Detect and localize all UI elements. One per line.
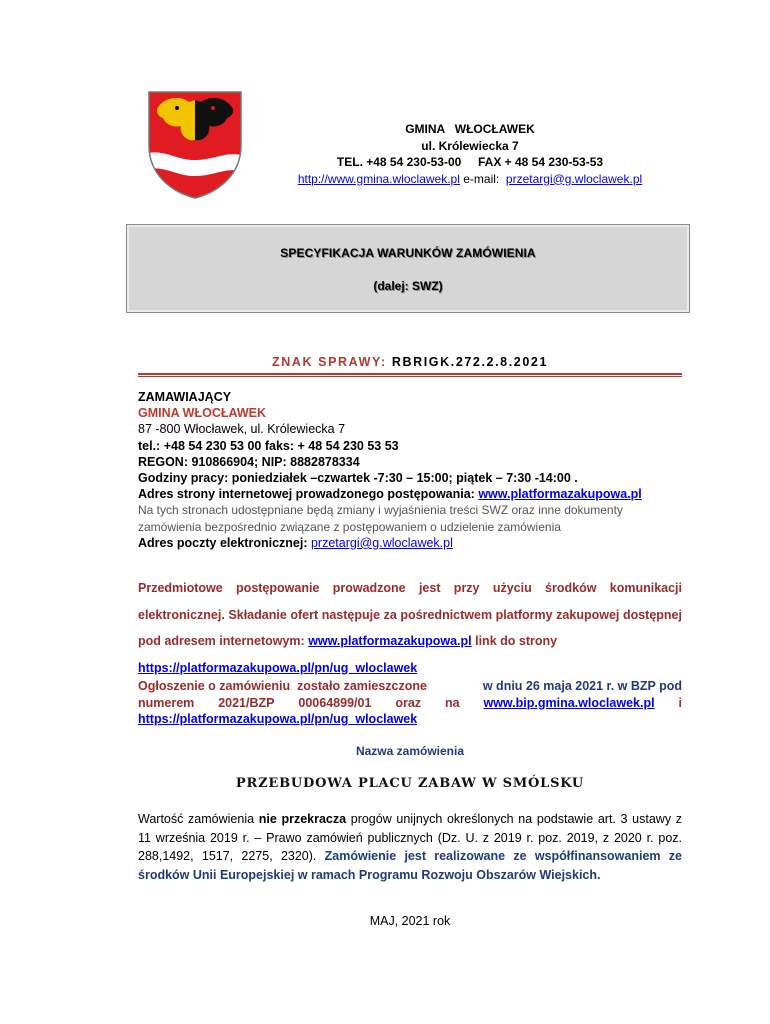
- gmina-phone: TEL. +48 54 230-53-00 FAX + 48 54 230-53-53: [336, 155, 604, 169]
- procedure-text: Przedmiotowe postępowanie prowadzone jest przy użyciu środków komunikacji elektronicznej. Składanie ofert następuje za pośrednictwem platformy zakupowej dostępnej pod adresem internetowym:: [138, 581, 682, 648]
- gmina-name: GMINA WŁOCŁAWEK: [405, 122, 535, 136]
- platform-label: Adres strony internetowej prowadzonego postępowania:: [138, 487, 479, 502]
- spec-title: SPECYFIKACJA WARUNKÓW ZAMÓWIENIA: [280, 246, 536, 260]
- announcement-word: numerem: [138, 695, 195, 710]
- announcement-profile-link[interactable]: https://platformazakupowa.pl/pn/ug_wloclawek: [138, 712, 418, 726]
- spec-title-box: [126, 224, 690, 313]
- contracting-ids: REGON: 910866904; NIP: 8882878334: [138, 454, 360, 469]
- contracting-name: GMINA WŁOCŁAWEK: [138, 406, 266, 421]
- procedure-link-text: link do strony: [471, 634, 558, 648]
- contracting-authority: [138, 389, 682, 551]
- announcement-blue: w dniu 26 maja 2021 r. w BZP pod: [482, 679, 682, 693]
- procedure-profile-link[interactable]: https://platformazakupowa.pl/pn/ug_wloclawek: [138, 660, 418, 675]
- announcement-red: Ogłoszenie o zamówieniu zostało zamieszczone: [138, 679, 427, 693]
- announcement-word: na: [444, 695, 460, 710]
- value-bold: nie przekracza: [258, 812, 347, 826]
- contracting-address: 87 -800 Włocławek, ul. Królewiecka 7: [138, 422, 346, 437]
- platform-line: [138, 486, 682, 502]
- funding-note: Zamówienie jest realizowane ze współfinansowaniem ze środków Unii Europejskiej w ramach Programu Rozwoju Obszarów Wiejskich.: [138, 849, 682, 882]
- contracting-hours: Godziny pracy: poniedziałek –czwartek -7:30 – 15:00; piątek – 7:30 -14:00 .: [138, 471, 578, 486]
- announcement-line1: [138, 678, 682, 695]
- announcement-word: oraz: [395, 695, 422, 710]
- procedure-platform-link[interactable]: www.platformazakupowa.pl: [308, 634, 472, 648]
- email-label: Adres poczty elektronicznej:: [138, 535, 311, 550]
- divider: [138, 373, 682, 375]
- case-ref-label: ZNAK SPRAWY:: [271, 355, 392, 369]
- contracting-heading: ZAMAWIAJĄCY: [138, 390, 232, 404]
- announcement-paragraph: [138, 678, 682, 728]
- value-paragraph: [138, 810, 682, 884]
- email-line: [138, 535, 682, 551]
- case-ref-value: RBRIGK.272.2.8.2021: [391, 355, 549, 369]
- announcement-word: i: [678, 695, 682, 710]
- email-label: e-mail:: [459, 171, 506, 186]
- platform-notice: Na tych stronach udostępniane będą zmiany i wyjaśnienia treści SWZ oraz inne dokumenty zamówienia bezpośrednio związane z postępowaniem o udzielenie zamówienia: [138, 503, 623, 534]
- coat-of-arms-icon: [145, 88, 245, 200]
- contracting-phones: tel.: +48 54 230 53 00 faks: + 48 54 230 53 53: [138, 438, 399, 453]
- announcement-word: 00064899/01: [298, 695, 372, 710]
- document-date: MAJ, 2021 rok: [369, 914, 451, 928]
- announcement-word: 2021/BZP: [218, 695, 275, 710]
- platform-link[interactable]: www.platformazakupowa.pl: [478, 487, 642, 502]
- announcement-line2: [138, 695, 682, 712]
- bip-link[interactable]: www.bip.gmina.wloclawek.pl: [483, 695, 655, 710]
- email-link[interactable]: przetargi@g.wloclawek.pl: [505, 171, 643, 186]
- gmina-street: ul. Królewiecka 7: [421, 138, 519, 153]
- divider: [138, 376, 682, 377]
- value-part1: Wartość zamówienia: [138, 812, 259, 826]
- contact-links: [270, 171, 670, 188]
- contracting-email-link[interactable]: przetargi@g.wloclawek.pl: [310, 535, 453, 550]
- case-reference: [138, 355, 682, 369]
- value-part2: progów unijnych określonych na podstawie art. 3 ustawy z 11 września 2019 r. – Prawo zamówień publicznych (Dz. U. z 2019 r. poz. 2019, z 2020 r. poz. 288,1492, 1517, 2275, 2320).: [138, 812, 682, 863]
- spec-subtitle: (dalej: SWZ): [373, 279, 443, 293]
- website-link[interactable]: http://www.gmina.wloclawek.pl: [297, 171, 460, 186]
- order-name-label: Nazwa zamówienia: [355, 744, 465, 758]
- letterhead: [270, 121, 670, 187]
- procedure-paragraph: [138, 575, 682, 681]
- order-title: PRZEBUDOWA PLACU ZABAW W SMÓLSKU: [235, 776, 585, 791]
- announcement-line3: [138, 711, 682, 728]
